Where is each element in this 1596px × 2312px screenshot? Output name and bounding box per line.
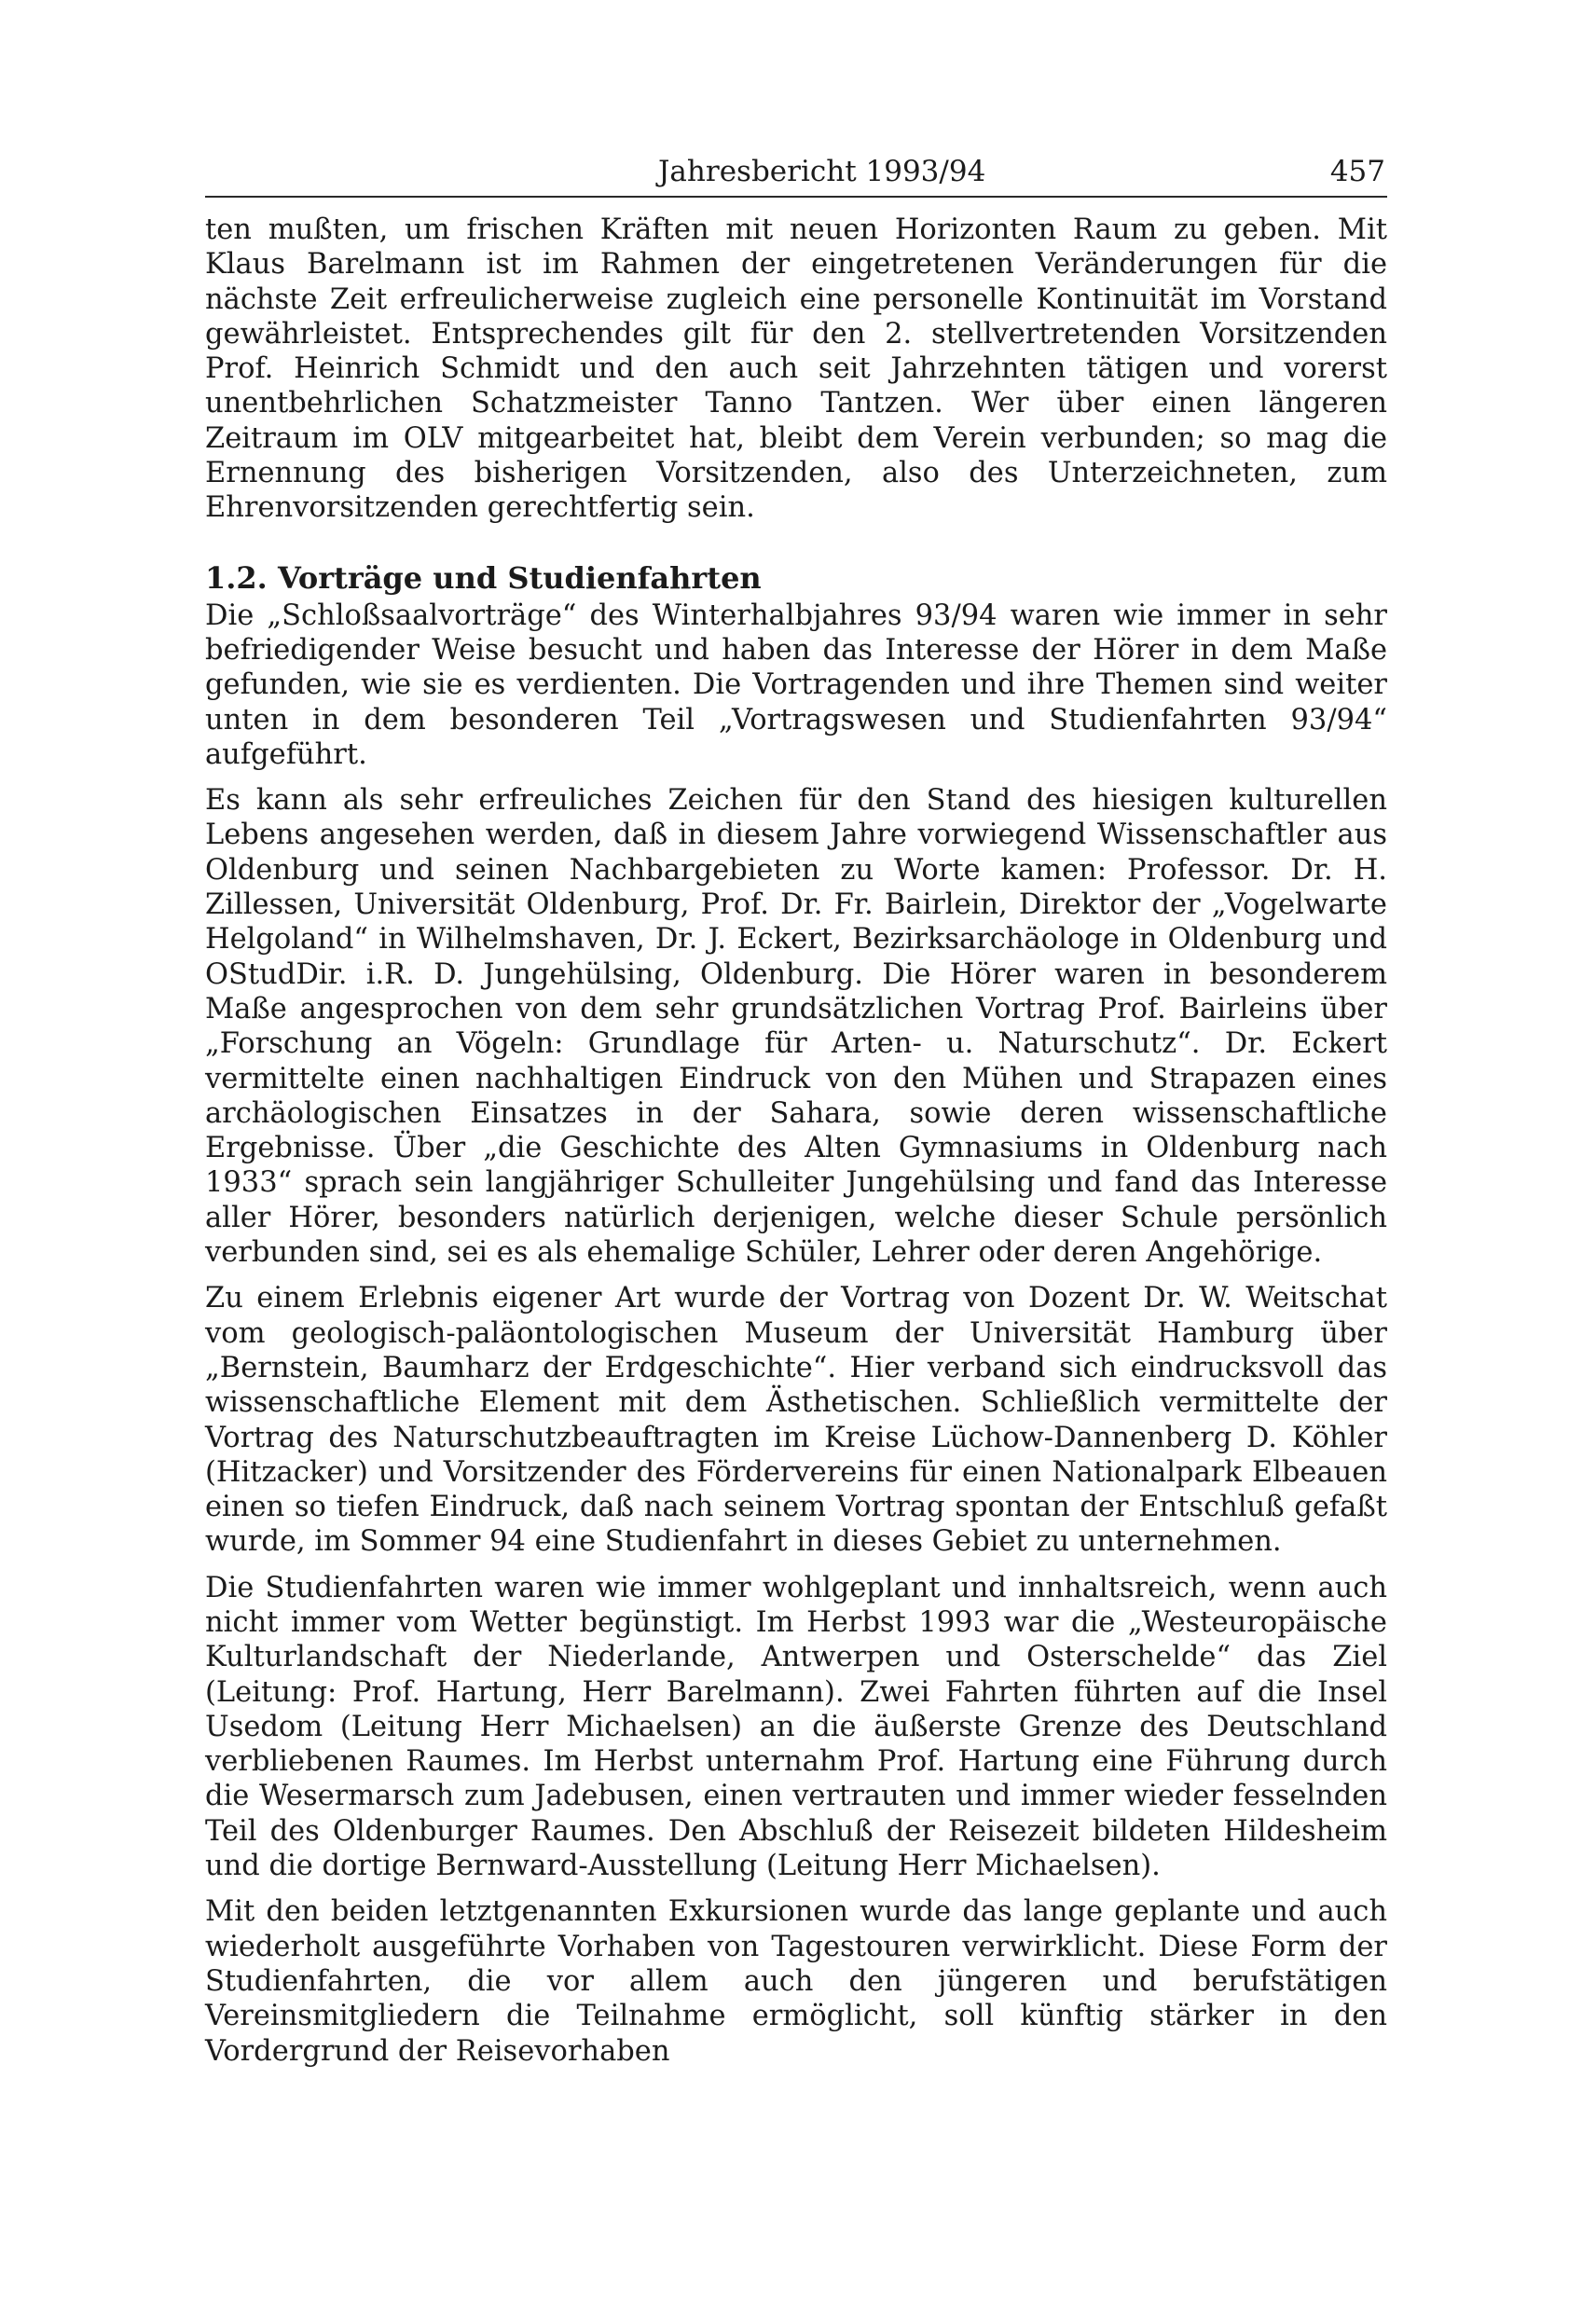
intro-paragraph: ten mußten, um frischen Kräften mit neuen Horizonten Raum zu geben. Mit Klaus Barelmann ist im Rahmen der eingetretenen Veränderungen für die nächste Zeit erfreulicherweise zugleich eine personelle Kontinuität im Vorstand gewährleistet. Entsprechendes gilt für den 2. stellvertretenden Vorsitzenden Prof. Heinrich Schmidt und den auch seit Jahrzehnten tätigen und vorerst unentbehrlichen Schatzmeister Tanno Tantzen. Wer über einen längeren Zeitraum im OLV mitgearbeitet hat, bleibt dem Verein verbunden; so mag die Ernennung des bisherigen Vorsitzenden, also des Unterzeichneten, zum Ehrenvorsitzenden gerechtfertig sein. [205, 213, 1387, 525]
body-paragraph-1: Die „Schloßsaalvorträge“ des Winterhalbjahres 93/94 waren wie immer in sehr befriedigender Weise besucht und haben das Interesse der Hörer in dem Maße gefunden, wie sie es verdienten. Die Vortragenden und ihre Themen sind weiter unten in dem besonderen Teil „Vortragswesen und Studienfahrten 93/94“ aufgeführt. [205, 599, 1387, 771]
page-number: 457 [1329, 155, 1385, 188]
body-paragraph-3: Zu einem Erlebnis eigener Art wurde der Vortrag von Dozent Dr. W. Weitschat vom geologisch-paläontologischen Museum der Universität Hamburg über „Bernstein, Baumharz der Erdgeschichte“. Hier verband sich eindrucksvoll das wissenschaftliche Element mit dem Ästhetischen. Schließlich vermittelte der Vortrag des Naturschutzbeauftragten im Kreise Lüchow-Dannenberg D. Köhler (Hitzacker) und Vorsitzender des Fördervereins für einen Nationalpark Elbeauen einen so tiefen Eindruck, daß nach seinem Vortrag spontan der Entschluß gefaßt wurde, im Sommer 94 eine Studienfahrt in dieses Gebiet zu unternehmen. [205, 1282, 1387, 1559]
body-paragraph-2: Es kann als sehr erfreuliches Zeichen für den Stand des hiesigen kulturellen Lebens angesehen werden, daß in diesem Jahre vorwiegend Wissenschaftler aus Oldenburg und seinen Nachbargebieten zu Worte kamen: Professor. Dr. H. Zillessen, Universität Oldenburg, Prof. Dr. Fr. Bairlein, Direktor der „Vogelwarte Helgoland“ in Wilhelmshaven, Dr. J. Eckert, Bezirksarchäologe in Oldenburg und OStudDir. i.R. D. Jungehülsing, Oldenburg. Die Hörer waren in besonderem Maße angesprochen von dem sehr grundsätzlichen Vortrag Prof. Bairleins über „Forschung an Vögeln: Grundlage für Arten- u. Naturschutz“. Dr. Eckert vermittelte einen nachhaltigen Eindruck von den Mühen und Strapazen eines archäologischen Einsatzes in der Sahara, sowie deren wissenschaftliche Ergebnisse. Über „die Geschichte des Alten Gymnasiums in Oldenburg nach 1933“ sprach sein langjähriger Schulleiter Jungehülsing und fand das Interesse aller Hörer, besonders natürlich derjenigen, welche dieser Schule persönlich verbunden sind, sei es als ehemalige Schüler, Lehrer oder deren Angehörige. [205, 784, 1387, 1270]
body-paragraph-4: Die Studienfahrten waren wie immer wohlgeplant und innhaltsreich, wenn auch nicht immer vom Wetter begünstigt. Im Herbst 1993 war die „Westeuropäische Kulturlandschaft der Niederlande, Antwerpen und Osterschelde“ das Ziel (Leitung: Prof. Hartung, Herr Barelmann). Zwei Fahrten führten auf die Insel Usedom (Leitung Herr Michaelsen) an die äußerste Grenze des Deutschland verbliebenen Raumes. Im Herbst unternahm Prof. Hartung eine Führung durch die Wesermarsch zum Jadebusen, einen vertrauten und immer wieder fesselnden Teil des Oldenburger Raumes. Den Abschluß der Reisezeit bildeten Hildesheim und die dortige Bernward-Ausstellung (Leitung Herr Michaelsen). [205, 1571, 1387, 1883]
running-header [205, 147, 1387, 198]
running-title: Jahresbericht 1993/94 [658, 155, 986, 188]
document-body [205, 213, 1387, 2069]
section-heading: 1.2. Vorträge und Studienfahrten [205, 559, 762, 596]
body-paragraph-5: Mit den beiden letztgenannten Exkursionen wurde das lange geplante und auch wiederholt ausgeführte Vorhaben von Tagestouren verwirklicht. Diese Form der Studienfahrten, die vor allem auch den jüngeren und berufstätigen Vereinsmitgliedern die Teilnahme ermöglicht, soll künftig stärker in den Vordergrund der Reisevorhaben [205, 1895, 1387, 2068]
document-page [205, 147, 1387, 2069]
